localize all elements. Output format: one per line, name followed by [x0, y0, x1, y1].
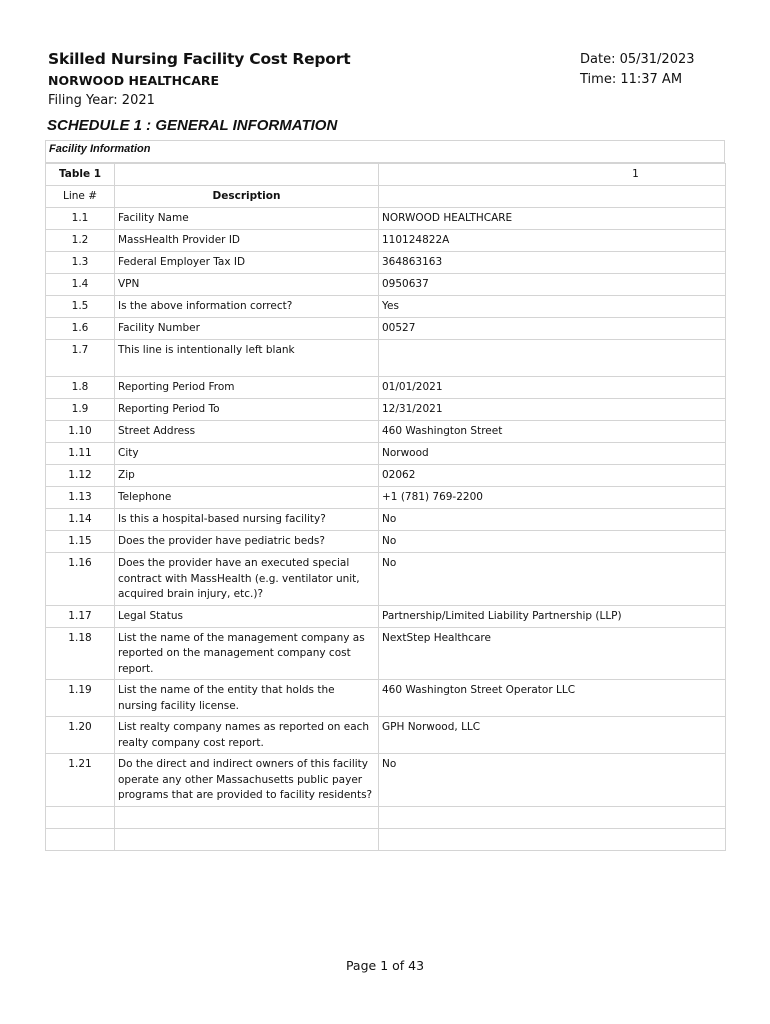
- line-number: 1.5: [46, 296, 115, 318]
- line-number: 1.21: [46, 754, 115, 807]
- row-value: 12/31/2021: [379, 399, 726, 421]
- line-number: 1.14: [46, 509, 115, 531]
- table-row: [46, 605, 726, 627]
- column-header-row: [46, 186, 726, 208]
- line-number: 1.10: [46, 421, 115, 443]
- table-row: [46, 754, 726, 807]
- row-description: Zip: [115, 465, 379, 487]
- report-title: Skilled Nursing Facility Cost Report: [48, 50, 351, 68]
- page-footer: Page 1 of 43: [345, 958, 425, 973]
- row-description: Street Address: [115, 421, 379, 443]
- table-row: [46, 680, 726, 717]
- row-description: Does the provider have pediatric beds?: [115, 531, 379, 553]
- table-row: [46, 487, 726, 509]
- line-number: 1.7: [46, 340, 115, 377]
- line-number: 1.11: [46, 443, 115, 465]
- table-row: [46, 443, 726, 465]
- description-header: Description: [115, 186, 379, 208]
- line-number: 1.8: [46, 377, 115, 399]
- table-row: [46, 531, 726, 553]
- empty-cell: [115, 828, 379, 850]
- row-value: 02062: [379, 465, 726, 487]
- row-value: Partnership/Limited Liability Partnership (LLP): [379, 605, 726, 627]
- row-value: 0950637: [379, 274, 726, 296]
- line-number: 1.2: [46, 230, 115, 252]
- table-row: [46, 509, 726, 531]
- row-value: 01/01/2021: [379, 377, 726, 399]
- line-number: 1.12: [46, 465, 115, 487]
- line-header: Line #: [46, 186, 115, 208]
- empty-row: [46, 828, 726, 850]
- table-row: [46, 627, 726, 680]
- report-date: Date: 05/31/2023: [580, 52, 695, 67]
- table-row: [46, 399, 726, 421]
- row-value: 110124822A: [379, 230, 726, 252]
- row-description: List the name of the entity that holds the nursing facility license.: [115, 680, 379, 717]
- row-description: MassHealth Provider ID: [115, 230, 379, 252]
- empty-cell: [379, 186, 726, 208]
- row-description: Reporting Period To: [115, 399, 379, 421]
- row-description: Does the provider have an executed special contract with MassHealth (e.g. ventilator unit, acquired brain injury, etc.)?: [115, 553, 379, 606]
- row-description: This line is intentionally left blank: [115, 340, 379, 377]
- general-info-table: [45, 163, 726, 851]
- line-number: 1.1: [46, 208, 115, 230]
- table-row: [46, 318, 726, 340]
- column-number: 1: [379, 164, 726, 186]
- line-number: 1.13: [46, 487, 115, 509]
- row-description: City: [115, 443, 379, 465]
- empty-cell: [379, 806, 726, 828]
- table-row: [46, 717, 726, 754]
- table-row: [46, 252, 726, 274]
- empty-cell: [46, 828, 115, 850]
- row-description: List the name of the management company as reported on the management company cost report.: [115, 627, 379, 680]
- row-description: Do the direct and indirect owners of this facility operate any other Massachusetts public payer programs that are provided to facility residents?: [115, 754, 379, 807]
- table-row: [46, 553, 726, 606]
- schedule-title: SCHEDULE 1 : GENERAL INFORMATION: [47, 117, 338, 134]
- row-description: List realty company names as reported on each realty company cost report.: [115, 717, 379, 754]
- line-number: 1.6: [46, 318, 115, 340]
- empty-cell: [115, 164, 379, 186]
- table-row: [46, 421, 726, 443]
- row-description: Federal Employer Tax ID: [115, 252, 379, 274]
- row-value: 00527: [379, 318, 726, 340]
- report-time: Time: 11:37 AM: [580, 72, 683, 87]
- row-value: No: [379, 754, 726, 807]
- table-row: [46, 230, 726, 252]
- line-number: 1.16: [46, 553, 115, 606]
- row-value: Yes: [379, 296, 726, 318]
- line-number: 1.18: [46, 627, 115, 680]
- table-row: [46, 465, 726, 487]
- table-row: [46, 340, 726, 377]
- row-value: No: [379, 509, 726, 531]
- table-row: [46, 208, 726, 230]
- row-value: NORWOOD HEALTHCARE: [379, 208, 726, 230]
- facility-name: NORWOOD HEALTHCARE: [48, 73, 220, 88]
- line-number: 1.9: [46, 399, 115, 421]
- row-description: VPN: [115, 274, 379, 296]
- section-title: Facility Information: [45, 140, 725, 163]
- row-value: No: [379, 553, 726, 606]
- row-description: Facility Number: [115, 318, 379, 340]
- row-description: Reporting Period From: [115, 377, 379, 399]
- line-number: 1.15: [46, 531, 115, 553]
- row-value: 460 Washington Street: [379, 421, 726, 443]
- table-row: [46, 377, 726, 399]
- row-value: GPH Norwood, LLC: [379, 717, 726, 754]
- table-label: Table 1: [46, 164, 115, 186]
- empty-cell: [46, 806, 115, 828]
- general-info-table-container: [45, 140, 725, 851]
- line-number: 1.3: [46, 252, 115, 274]
- table-label-row: [46, 164, 726, 186]
- row-value: NextStep Healthcare: [379, 627, 726, 680]
- line-number: 1.4: [46, 274, 115, 296]
- row-description: Legal Status: [115, 605, 379, 627]
- row-value: No: [379, 531, 726, 553]
- filing-year: Filing Year: 2021: [48, 93, 155, 108]
- row-value: 460 Washington Street Operator LLC: [379, 680, 726, 717]
- line-number: 1.20: [46, 717, 115, 754]
- empty-cell: [379, 828, 726, 850]
- empty-row: [46, 806, 726, 828]
- line-number: 1.17: [46, 605, 115, 627]
- row-value: [379, 340, 726, 377]
- row-value: 364863163: [379, 252, 726, 274]
- row-description: Telephone: [115, 487, 379, 509]
- table-row: [46, 274, 726, 296]
- empty-cell: [115, 806, 379, 828]
- line-number: 1.19: [46, 680, 115, 717]
- row-value: +1 (781) 769-2200: [379, 487, 726, 509]
- row-description: Is the above information correct?: [115, 296, 379, 318]
- row-description: Is this a hospital-based nursing facility?: [115, 509, 379, 531]
- row-value: Norwood: [379, 443, 726, 465]
- row-description: Facility Name: [115, 208, 379, 230]
- table-row: [46, 296, 726, 318]
